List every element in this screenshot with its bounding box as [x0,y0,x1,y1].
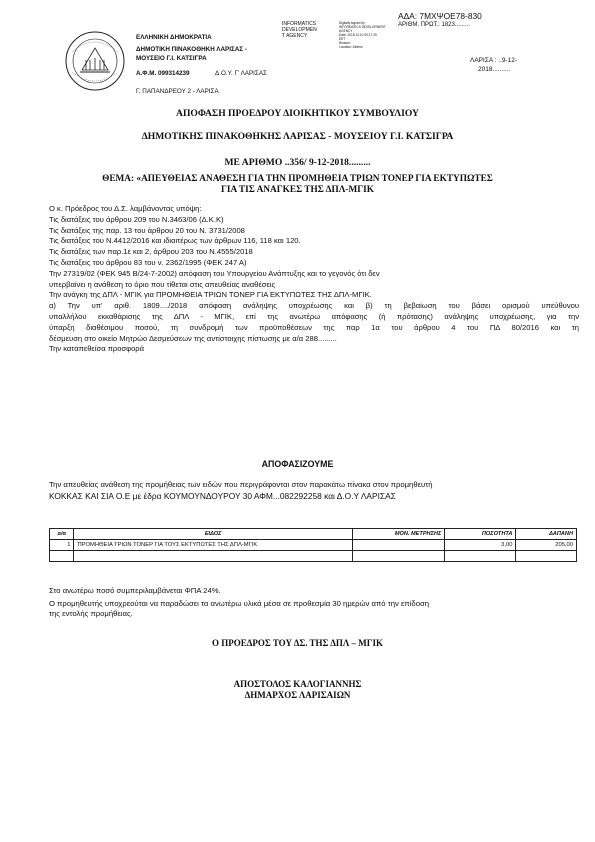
signature-detail-line: Reason: [339,41,351,45]
col-header-aa: α/α [50,529,74,540]
signature-detail-line: INFORMATICS DEVELOPMENT [339,25,386,29]
table-header-row [50,529,577,540]
protocol-number: ΑΡΙΘΜ. ΠΡΩΤ.: 1823......... [398,22,470,28]
col-header-quantity: ΠΟΣΟΤΗΤΑ [445,529,516,540]
signature-label-line: T AGENCY [282,33,308,39]
consideration-line: Τις διατάξεις του Ν.4412/2016 και ιδιαιτέρως των άρθρων 116, 118 και 120. [49,236,301,246]
digital-signature-details [339,21,386,49]
consideration-line: Ο κ. Πρόεδρος του Δ.Σ. λαμβάνοντας υπόψη: [49,204,202,213]
institution-title: ΔΗΜΟΤΙΚΗΣ ΠΙΝΑΚΟΘΗΚΗΣ ΛΑΡΙΣΑΣ - ΜΟΥΣΕΙΟΥ Γ.Ι. ΚΑΤΣΙΓΡΑ [141,131,454,142]
supplier-text: ΚΟΚΚΑΣ ΚΑΙ ΣΙΑ Ο.Ε με έδρα ΚΟΥΜΟΥΝΔΟΥΡΟΥ 30 ΑΦΜ...082292258 και Δ.Ο.Υ ΛΑΡΙΣΑΣ [49,491,396,501]
signature-label-line: DEVELOPMEN [282,27,317,33]
cell-unit [352,540,444,551]
signatory-name: ΑΠΟΣΤΟΛΟΣ ΚΑΛΟΓΙΑΝΝΗΣ [233,679,362,689]
decision-text: Την απευθείας ανάθεση της προμήθειας των ειδών που περιγράφονται στον παρακάτω πίνακα στον προμηθευτή [49,480,433,489]
vat-and-delivery [49,586,579,620]
signature-detail-line: AGENCY [339,29,353,33]
col-header-unit: ΜΟΝ. ΜΕΤΡΗΣΗΣ [352,529,444,540]
ada-code: ΑΔΑ: 7ΜΧΨΟΕ78-830 [398,11,482,21]
consideration-line: Τις διατάξεις του άρθρου 83 του ν. 2362/1995 (ΦΕΚ 247 Α) [49,257,247,267]
items-table [49,528,577,562]
subject-line1: ΘΕΜΑ: «ΑΠΕΥΘΕΙΑΣ ΑΝΑΘΕΣΗ ΓΙΑ ΤΗΝ ΠΡΟΜΗΘΕΙΑ ΤΡΙΩΝ ΤΟΝΕΡ ΓΙΑ ΕΚΤΥΠΩΤΕΣ [102,174,493,184]
consideration-line: Την 27319/02 (ΦΕΚ 945 Β/24-7-2002) απόφαση του Υπουργείου Ανάπτυξης και το γεγονός ότι δεν [49,268,380,278]
consideration-line: α) Την υπ' αριθ. 1809..../2018 απόφαση ανάληψης υποχρέωσης και β) τη βεβαίωση του βάσει ορισμού υπεύθυνου [49,301,579,311]
note-line: Ο προμηθευτής υποχρεούται να παραδώσει τα ανωτέρω υλικά μέσα σε προθεσμία 30 ημερών από την επίδοση [49,598,430,608]
decision-heading: ΑΠΟΦΑΣΙΖΟΥΜΕ [261,459,334,469]
note-line: της εντολής προμήθειας. [49,609,133,618]
org-republic: ΕΛΛΗΝΙΚΗ ΔΗΜΟΚΡΑΤΙΑ [136,34,212,41]
place-date-line1: ΛΑΡΙΣΑ : ..9-12- [470,57,518,64]
decision-number: ΜΕ ΑΡΙΘΜΟ ..356/ 9-12-2018......... [224,157,371,168]
consideration-line: Την καταπεθείσα προσφορά [49,344,145,354]
org-afm: Α.Φ.Μ. 099314239 [136,70,190,77]
col-header-item: ΕΙΔΟΣ [74,529,352,540]
table-empty-row [50,551,577,562]
digital-signature-label [282,21,317,39]
note-line: Στο ανωτέρω ποσό συμπεριλαμβάνεται ΦΠΑ 24%. [49,586,221,595]
org-name-line2: ΜΟΥΣΕΙΟ Γ.Ι. ΚΑΤΣΙΓΡΑ [136,55,207,62]
signatory-title: ΔΗΜΑΡΧΟΣ ΛΑΡΙΣΑΙΩΝ [244,690,351,700]
cell-quantity: 3,00 [445,540,516,551]
org-name-line1: ΔΗΜΟΤΙΚΗ ΠΙΝΑΚΟΘΗΚΗ ΛΑΡΙΣΑΣ - [136,46,247,53]
consideration-line: Την ανάγκη της ΔΠΛ - ΜΓΙΚ για ΠΡΟΜΗΘΕΙΑ ΤΡΙΩΝ ΤΟΝΕΡ ΓΙΑ ΕΚΤΥΠΩΤΕΣ ΤΗΣ ΔΠΛ-ΜΓΙΚ. [49,290,372,300]
signatory-role: Ο ΠΡΟΕΔΡΟΣ ΤΟΥ ΔΣ. ΤΗΣ ΔΠΛ – ΜΓΙΚ [211,638,384,648]
considerations-list [49,204,579,355]
col-header-cost: ΔΑΠΑΝΗ [516,529,577,540]
subject-line2: ΓΙΑ ΤΙΣ ΑΝΑΓΚΕΣ ΤΗΣ ΔΠΛ-ΜΓΙΚ [220,185,374,195]
consideration-line: ύπαρξη διαθέσιμου ποσού, τη συνδρομή των προϋποθέσεων της παρ 1α του άρθρου 4 του ΠΔ 80/2016 και τη [49,322,579,332]
org-address: Γ. ΠΑΠΑΝΔΡΕΟΥ 2 - ΛΑΡΙΣΑ [136,88,219,95]
cell-cost: 205,00 [516,540,577,551]
signature-detail-line: Location: Athens [339,45,363,49]
municipality-seal-logo [64,30,126,92]
decision-title: ΑΠΟΦΑΣΗ ΠΡΟΕΔΡΟΥ ΔΙΟΙΚΗΤΙΚΟΥ ΣΥΜΒΟΥΛΙΟΥ [176,108,419,119]
signature-label-line: INFORMATICS [282,21,317,27]
signature-detail-line: Digitally signed by [339,21,365,25]
cell-aa: 1 [50,540,74,551]
signature-detail-line: Date: 2018.12.10 09:17:29 [339,33,377,37]
signature-detail-line: EET [339,37,346,41]
cell-item: ΠΡΟΜΗΘΕΙΑ ΤΡΙΩΝ ΤΟΝΕΡ ΓΙΑ ΤΟΥΣ ΕΚΤΥΠΩΤΕΣ ΤΗΣ ΔΠΛ-ΜΓΙΚ [74,540,352,551]
table-row [50,540,577,551]
place-date-line2: 2018.......... [478,66,511,73]
consideration-line: δέσμευση στο οικείο Μητρώο Δεσμεύσεων της αντίστοιχης πίστωσης με α/α 288......... [49,333,337,343]
consideration-line: υπερβαίνει η ανάθεση το όριο που τίθεται στις απευθείας αναθέσεις [49,279,276,289]
consideration-line: Τις διατάξεις των παρ.1ε και 2, άρθρου 203 του Ν.4555/2018 [49,247,253,257]
consideration-line: Τις διατάξεις του άρθρου 209 του Ν.3463/06 (Δ.Κ.Κ) [49,214,224,224]
consideration-line: υπαλλήλου εκκαθάρισης της ΔΠΛ - ΜΓΙΚ, επί της ανωτέρω απόφασης (ή πρότασης) ανάληψης υποχρέωσης, για την [49,311,579,321]
consideration-line: Τις διατάξεις της παρ. 13 του άρθρου 20 του Ν. 3731/2008 [49,225,245,235]
org-doy: Δ.Ο.Υ. Γ' ΛΑΡΙΣΑΣ [215,70,267,77]
